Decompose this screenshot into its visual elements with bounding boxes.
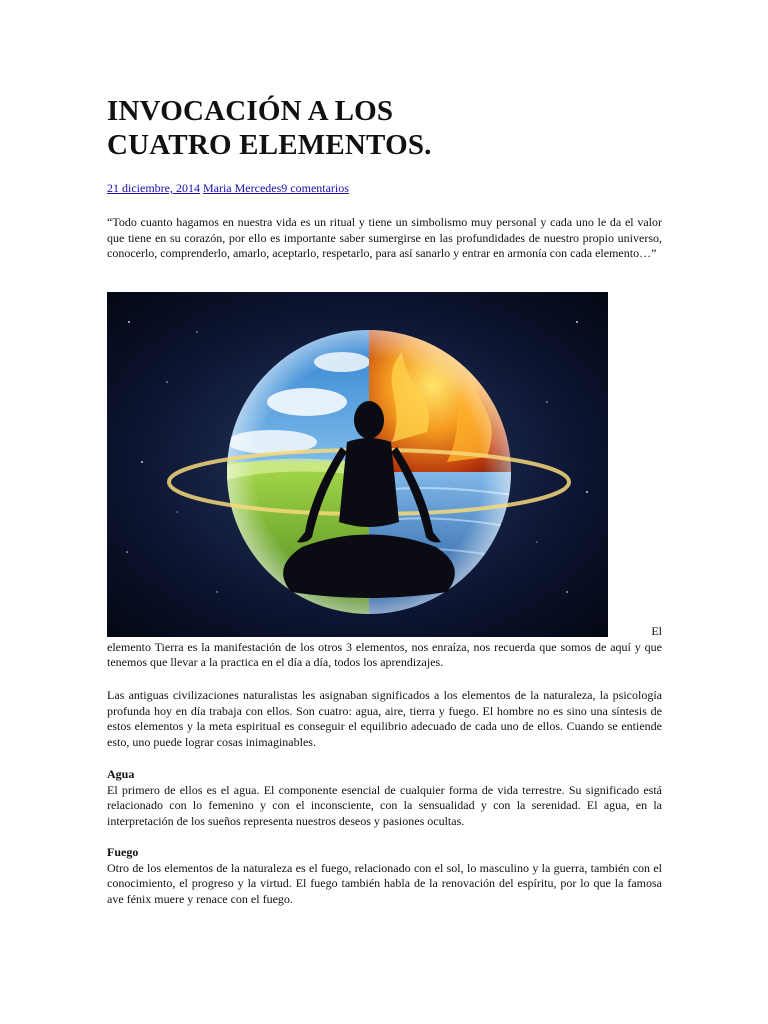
date-link[interactable]: 21 diciembre, 2014 (107, 181, 200, 195)
title-line-1: INVOCACIÓN A LOS (107, 95, 394, 127)
title-line-2: CUATRO ELEMENTOS. (107, 129, 432, 161)
article-title (107, 94, 662, 162)
civilizations-paragraph: Las antiguas civilizaciones naturalistas les asignaban significados a los elementos de la naturaleza, la psicología profunda hoy en día trabaja con ellos. Son cuatro: agua, aire, tierra y fuego. El hombre no es sino una síntesis de estos elementos y la meta espiritual es conseguir el equilibrio adecuado de cada uno de ellos. Cuando se entiende esto, uno puede lograr cosas inimaginables. (107, 688, 662, 749)
intro-quote: “Todo cuanto hagamos en nuestra vida es un ritual y tiene un simbolismo muy personal y cada uno le da el valor que tiene en su corazón, por ello es importante saber sumergirse en las profundidades de nuestro propio universo, conocerlo, comprenderlo, amarlo, aceptarlo, respetarlo, para así sanarlo y entrar en armonía con cada elemento…” (107, 215, 662, 260)
author-link[interactable]: Maria Mercedes (202, 181, 282, 195)
earth-paragraph-block (107, 624, 662, 671)
water-paragraph: El primero de ellos es el agua. El componente esencial de cualquier forma de vida terrestre. Su significado está relacionado con lo femenino y con el inconsciente, con la sensualidad y con la serenidad. El agua, en la interpretación de los sueños representa nuestros deseos y pasiones ocultas. (107, 782, 662, 828)
four-elements-meditation-image (107, 292, 608, 637)
post-meta (107, 181, 349, 195)
image-tail-text: El (651, 624, 662, 638)
earth-paragraph: elemento Tierra es la manifestación de los otros 3 elementos, nos enraíza, nos recuerda que somos de aquí y que tenemos que llevar a la practica en el día a día, todos los aprendizajes. (107, 639, 662, 669)
figure (107, 292, 662, 637)
fire-paragraph: Otro de los elementos de la naturaleza es el fuego, relacionado con el sol, lo masculino y la guerra, también con el conocimiento, el progreso y la virtud. El fuego también habla de la renovación del espíritu, por lo que la famosa ave fénix muere y renace con el fuego. (107, 860, 662, 906)
water-heading: Agua (107, 767, 135, 781)
fire-heading: Fuego (107, 845, 139, 859)
fire-section (107, 845, 662, 907)
comments-link[interactable]: 9 comentarios (281, 181, 349, 195)
water-section (107, 767, 662, 829)
